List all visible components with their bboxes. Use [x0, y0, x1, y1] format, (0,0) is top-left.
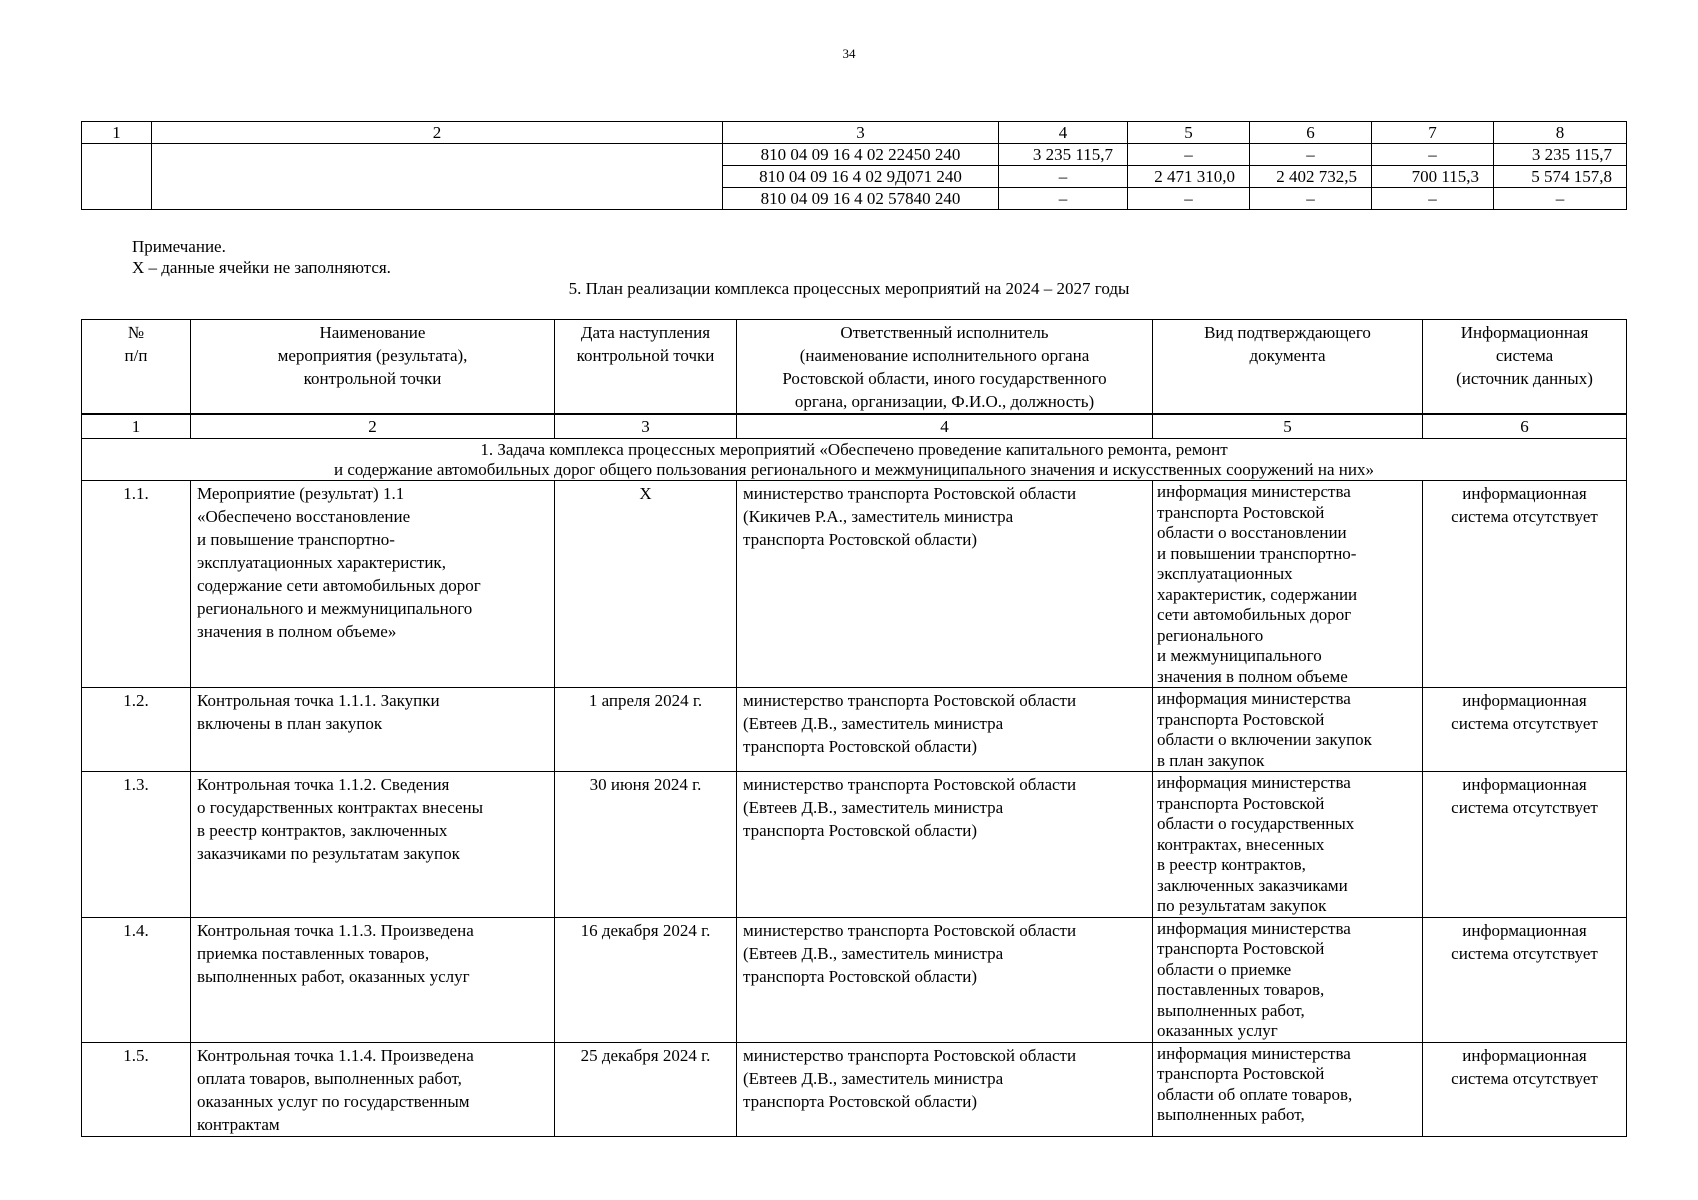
row-system — [1423, 1042, 1627, 1136]
row-number: 1.2. — [82, 688, 191, 772]
row-number: 1.1. — [82, 481, 191, 688]
budget-value: – — [1250, 188, 1372, 210]
header-col-document — [1153, 320, 1423, 415]
row-document — [1153, 481, 1423, 688]
row-date: 16 декабря 2024 г. — [555, 917, 737, 1042]
text-line: Контрольная точка 1.1.4. Произведена — [197, 1045, 474, 1065]
text-line: заказчиками по результатам закупок — [197, 844, 460, 863]
text-line: и межмуниципального — [1157, 646, 1322, 665]
text-line: выполненных работ, — [1157, 1000, 1305, 1020]
text-line: Контрольная точка 1.1.3. Произведена — [197, 920, 474, 940]
text-line: транспорта Ростовской — [1157, 502, 1325, 522]
text-line: министерство транспорта Ростовской области — [743, 691, 1077, 710]
text-line: Контрольная точка 1.1.1. Закупки — [197, 691, 440, 710]
text-line: по результатам закупок — [1157, 896, 1327, 915]
budget-code: 810 04 09 16 4 02 9Д071 240 — [723, 166, 999, 188]
text-line: Контрольная точка 1.1.2. Сведения — [197, 775, 450, 794]
row-name — [191, 688, 555, 772]
header-col-name — [191, 320, 555, 415]
budget-value: 700 115,3 — [1372, 166, 1494, 188]
text-line: информационная — [1462, 484, 1587, 503]
budget-empty-cell — [82, 144, 152, 210]
text-line: оплата товаров, выполненных работ, — [197, 1068, 462, 1088]
text-line: система отсутствует — [1451, 714, 1598, 733]
budget-code: 810 04 09 16 4 02 22450 240 — [723, 144, 999, 166]
budget-table — [81, 121, 1627, 210]
budget-value: – — [999, 188, 1128, 210]
text-line: информация министерства — [1157, 482, 1351, 501]
text-line: система отсутствует — [1451, 507, 1598, 526]
text-line: (Евтеев Д.В., заместитель министра — [743, 798, 1004, 817]
text-line: Ростовской области, иного государственного — [782, 369, 1107, 388]
text-line: 1. Задача комплекса процессных мероприятий «Обеспечено проведение капитального ремонта, ремонт — [480, 440, 1228, 459]
text-line: (Евтеев Д.В., заместитель министра — [743, 714, 1004, 733]
text-line: контрактам — [197, 1114, 280, 1134]
row-document — [1153, 772, 1423, 918]
row-document — [1153, 1042, 1423, 1136]
text-line: информация министерства — [1157, 918, 1351, 938]
row-system — [1423, 917, 1627, 1042]
plan-row — [82, 688, 1627, 772]
text-line: Информационная — [1460, 323, 1589, 342]
note-text: Х – данные ячейки не заполняются. — [132, 258, 391, 277]
text-line: мероприятия (результата), — [277, 346, 468, 365]
budget-value: 5 574 157,8 — [1494, 166, 1627, 188]
budget-header-cell: 2 — [152, 122, 723, 144]
text-line: (источник данных) — [1456, 369, 1593, 388]
text-line: в реестр контрактов, заключенных — [197, 821, 448, 840]
text-line: система — [1495, 346, 1554, 365]
text-line: информационная — [1462, 1045, 1587, 1065]
text-line: п/п — [124, 346, 148, 365]
budget-empty-cell — [152, 144, 723, 210]
row-executor — [737, 917, 1153, 1042]
budget-value: – — [1372, 188, 1494, 210]
text-line: (Кикичев Р.А., заместитель министра — [743, 507, 1014, 526]
text-line: регионального — [1157, 625, 1264, 645]
row-system — [1423, 772, 1627, 918]
plan-header-row — [82, 320, 1627, 415]
text-line: (наименование исполнительного органа — [799, 346, 1090, 365]
text-line: министерство транспорта Ростовской области — [743, 775, 1077, 794]
text-line: контрольной точки — [576, 346, 715, 365]
text-line: в реестр контрактов, — [1157, 855, 1306, 874]
budget-value: – — [1494, 188, 1627, 210]
text-line: транспорта Ростовской области) — [743, 530, 978, 549]
budget-header-row — [82, 122, 1627, 144]
page-number: 34 — [842, 46, 856, 61]
budget-value: – — [999, 166, 1128, 188]
text-line: транспорта Ростовской области) — [743, 966, 978, 986]
text-line: области о приемке — [1157, 959, 1292, 979]
text-line: информационная — [1462, 775, 1587, 794]
column-number: 6 — [1423, 414, 1627, 439]
row-executor — [737, 688, 1153, 772]
text-line: транспорта Ростовской — [1157, 709, 1325, 729]
row-system — [1423, 481, 1627, 688]
budget-header-cell: 8 — [1494, 122, 1627, 144]
text-line: регионального и межмуниципального — [197, 599, 473, 618]
row-executor — [737, 1042, 1153, 1136]
plan-title: 5. План реализации комплекса процессных мероприятий на 2024 – 2027 годы — [568, 279, 1130, 298]
budget-value: 2 471 310,0 — [1128, 166, 1250, 188]
text-line: информация министерства — [1157, 1043, 1351, 1063]
text-line: информация министерства — [1157, 773, 1351, 792]
budget-header-cell: 1 — [82, 122, 152, 144]
text-line: № — [127, 323, 145, 342]
plan-row — [82, 917, 1627, 1042]
text-line: транспорта Ростовской области) — [743, 737, 978, 756]
row-name — [191, 917, 555, 1042]
text-line: информационная — [1462, 691, 1587, 710]
text-line: и содержание автомобильных дорог общего пользования регионального и межмуниципального значения и искусственных сооружений на них» — [334, 460, 1374, 479]
text-line: министерство транспорта Ростовской области — [743, 1045, 1077, 1065]
budget-row — [82, 144, 1627, 166]
row-document — [1153, 688, 1423, 772]
text-line: сети автомобильных дорог — [1157, 605, 1352, 624]
text-line: Вид подтверждающего — [1204, 323, 1371, 342]
text-line: выполненных работ, оказанных услуг — [197, 966, 470, 986]
row-executor — [737, 481, 1153, 688]
budget-header-cell: 3 — [723, 122, 999, 144]
row-name — [191, 1042, 555, 1136]
text-line: система отсутствует — [1451, 1068, 1598, 1088]
text-line: (Евтеев Д.В., заместитель министра — [743, 1068, 1004, 1088]
row-date: 30 июня 2024 г. — [555, 772, 737, 918]
text-line: области о восстановлении — [1157, 523, 1347, 542]
text-line: транспорта Ростовской — [1157, 939, 1325, 958]
budget-header-cell: 5 — [1128, 122, 1250, 144]
text-line: министерство транспорта Ростовской области — [743, 484, 1077, 503]
budget-value: – — [1372, 144, 1494, 166]
text-line: транспорта Ростовской — [1157, 1064, 1325, 1083]
text-line: эксплуатационных — [1157, 564, 1293, 583]
budget-value: 3 235 115,7 — [999, 144, 1128, 166]
text-line: значения в полном объеме» — [197, 622, 397, 641]
text-line: транспорта Ростовской — [1157, 793, 1325, 813]
budget-value: – — [1128, 144, 1250, 166]
text-line: органа, организации, Ф.И.О., должность) — [794, 392, 1095, 411]
row-name — [191, 772, 555, 918]
row-date: Х — [555, 481, 737, 688]
plan-row — [82, 481, 1627, 688]
text-line: в план закупок — [1157, 750, 1265, 770]
budget-value: 3 235 115,7 — [1494, 144, 1627, 166]
plan-row — [82, 1042, 1627, 1136]
column-number: 2 — [191, 414, 555, 439]
text-line: транспорта Ростовской области) — [743, 1091, 978, 1111]
row-number: 1.4. — [82, 917, 191, 1042]
header-col-executor — [737, 320, 1153, 415]
text-line: система отсутствует — [1451, 798, 1598, 817]
text-line: контрактах, внесенных — [1157, 834, 1325, 854]
text-line: Наименование — [319, 323, 426, 342]
text-line: области об оплате товаров, — [1157, 1084, 1353, 1104]
task-row — [82, 439, 1627, 481]
text-line: поставленных товаров, — [1157, 980, 1325, 999]
text-line: заключенных заказчиками — [1157, 875, 1348, 895]
row-document — [1153, 917, 1423, 1042]
column-number: 1 — [82, 414, 191, 439]
text-line: Дата наступления — [580, 323, 711, 342]
text-line: области о включении закупок — [1157, 730, 1372, 749]
row-executor — [737, 772, 1153, 918]
column-number: 5 — [1153, 414, 1423, 439]
text-line: и повышение транспортно- — [197, 530, 395, 549]
column-number: 4 — [737, 414, 1153, 439]
note-title: Примечание. — [132, 237, 226, 256]
task-title — [82, 439, 1627, 481]
text-line: (Евтеев Д.В., заместитель министра — [743, 943, 1004, 963]
text-line: оказанных услуг — [1157, 1021, 1278, 1040]
budget-code: 810 04 09 16 4 02 57840 240 — [723, 188, 999, 210]
text-line: выполненных работ, — [1157, 1105, 1305, 1124]
text-line: Ответственный исполнитель — [840, 323, 1049, 342]
header-col-date — [555, 320, 737, 415]
text-line: транспорта Ростовской области) — [743, 821, 978, 840]
text-line: «Обеспечено восстановление — [197, 507, 411, 526]
text-line: приемка поставленных товаров, — [197, 943, 430, 963]
row-system — [1423, 688, 1627, 772]
text-line: Мероприятие (результат) 1.1 — [197, 484, 405, 503]
plan-row — [82, 772, 1627, 918]
header-col-number — [82, 320, 191, 415]
budget-header-cell: 4 — [999, 122, 1128, 144]
row-date: 1 апреля 2024 г. — [555, 688, 737, 772]
row-date: 25 декабря 2024 г. — [555, 1042, 737, 1136]
text-line: контрольной точки — [303, 369, 442, 388]
text-line: эксплуатационных характеристик, — [197, 553, 446, 572]
text-line: министерство транспорта Ростовской области — [743, 920, 1077, 940]
text-line: информация министерства — [1157, 689, 1351, 708]
row-number: 1.5. — [82, 1042, 191, 1136]
column-number: 3 — [555, 414, 737, 439]
budget-header-cell: 7 — [1372, 122, 1494, 144]
text-line: характеристик, содержании — [1157, 584, 1358, 604]
row-name — [191, 481, 555, 688]
text-line: информационная — [1462, 920, 1587, 940]
text-line: и повышении транспортно- — [1157, 543, 1357, 563]
header-col-system — [1423, 320, 1627, 415]
plan-table — [81, 319, 1627, 1137]
text-line: значения в полном объеме — [1157, 666, 1348, 686]
budget-value: – — [1250, 144, 1372, 166]
text-line: документа — [1249, 346, 1326, 365]
text-line: содержание сети автомобильных дорог — [197, 576, 481, 595]
budget-value: – — [1128, 188, 1250, 210]
text-line: о государственных контрактах внесены — [197, 798, 484, 817]
text-line: система отсутствует — [1451, 943, 1598, 963]
text-line: включены в план закупок — [197, 714, 383, 733]
plan-column-number-row — [82, 414, 1627, 439]
row-number: 1.3. — [82, 772, 191, 918]
budget-value: 2 402 732,5 — [1250, 166, 1372, 188]
text-line: области о государственных — [1157, 814, 1355, 833]
text-line: оказанных услуг по государственным — [197, 1091, 470, 1111]
budget-header-cell: 6 — [1250, 122, 1372, 144]
